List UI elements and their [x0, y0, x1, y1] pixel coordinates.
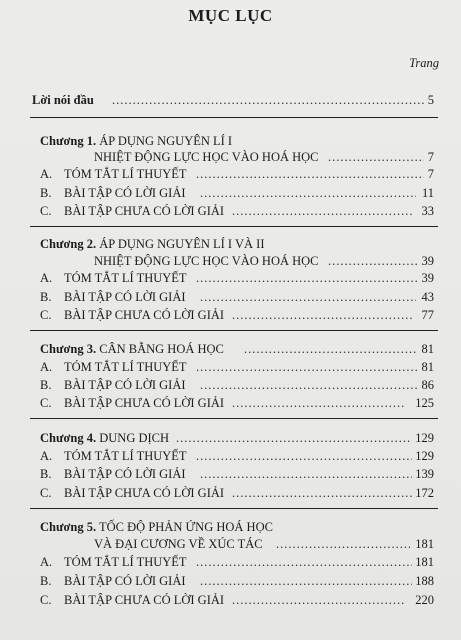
- chapter-heading: [0, 519, 461, 535]
- toc-page-number: 86: [421, 378, 434, 392]
- divider: [30, 226, 438, 227]
- chapter-title-line2: VÀ ĐẠI CƯƠNG VỀ XÚC TÁC: [94, 537, 263, 551]
- chapter-title: TỐC ĐỘ PHẢN ỨNG HOÁ HỌC: [99, 520, 273, 534]
- toc-page-number: 39: [421, 271, 434, 285]
- toc-section: [0, 377, 461, 393]
- section-letter: C.: [40, 593, 52, 607]
- toc-section: [0, 203, 461, 219]
- toc-page-number: 181: [415, 555, 434, 569]
- section-label: TÓM TẮT LÍ THUYẾT: [64, 360, 187, 374]
- leader-dots: [196, 448, 412, 464]
- section-label: BÀI TẬP CÓ LỜI GIẢI: [64, 186, 186, 200]
- section-label: BÀI TẬP CHƯA CÓ LỜI GIẢI: [64, 486, 225, 500]
- chapter-title: DUNG DỊCH: [99, 431, 170, 445]
- leader-dots: [328, 149, 424, 165]
- leader-dots: [200, 289, 416, 305]
- chapter-heading-line2: [0, 253, 461, 269]
- toc-page-number: 220: [415, 593, 434, 607]
- divider: [30, 117, 438, 118]
- divider: [30, 330, 438, 331]
- section-label: TÓM TẮT LÍ THUYẾT: [64, 271, 187, 285]
- toc-section: [0, 573, 461, 589]
- section-letter: A.: [40, 449, 53, 463]
- toc-page-number: 39: [421, 254, 434, 268]
- leader-dots: [200, 573, 412, 589]
- chapter-heading: [0, 341, 461, 357]
- toc-page-number: 181: [415, 537, 434, 551]
- leader-dots: [196, 359, 418, 375]
- toc-page-number: 7: [427, 150, 434, 164]
- section-letter: B.: [40, 186, 52, 200]
- chapter-prefix: Chương 5.: [40, 520, 97, 534]
- toc-page-number: 172: [415, 486, 434, 500]
- toc-section: [0, 554, 461, 570]
- toc-page-number: 33: [421, 204, 434, 218]
- toc-page-number: 188: [415, 574, 434, 588]
- section-label: BÀI TẬP CHƯA CÓ LỜI GIẢI: [64, 204, 225, 218]
- toc-page-number: 129: [415, 449, 434, 463]
- toc-section: [0, 466, 461, 482]
- divider: [30, 418, 438, 419]
- toc-page-number: 11: [421, 186, 434, 200]
- toc-section: [0, 359, 461, 375]
- leader-dots: [328, 253, 418, 269]
- page-title: MỤC LỤC: [188, 6, 273, 25]
- leader-dots: [232, 307, 412, 323]
- section-letter: C.: [40, 308, 52, 322]
- toc-entry-preface: [0, 92, 461, 108]
- section-label: BÀI TẬP CHƯA CÓ LỜI GIẢI: [64, 308, 225, 322]
- leader-dots: [176, 430, 412, 446]
- leader-dots: [232, 203, 412, 219]
- toc-page-number: 43: [421, 290, 434, 304]
- toc-page-number: 125: [415, 396, 434, 410]
- section-letter: A.: [40, 167, 53, 181]
- toc-section: [0, 592, 461, 608]
- section-label: TÓM TẮT LÍ THUYẾT: [64, 555, 187, 569]
- chapter-heading-line2: [0, 149, 461, 165]
- leader-dots: [196, 270, 418, 286]
- toc-section: [0, 448, 461, 464]
- section-letter: A.: [40, 271, 53, 285]
- section-label: BÀI TẬP CÓ LỜI GIẢI: [64, 467, 186, 481]
- section-letter: B.: [40, 467, 52, 481]
- section-label: TÓM TẮT LÍ THUYẾT: [64, 167, 187, 181]
- section-label: BÀI TẬP CÓ LỜI GIẢI: [64, 290, 186, 304]
- leader-dots: [196, 554, 412, 570]
- section-letter: B.: [40, 290, 52, 304]
- leader-dots: [244, 341, 418, 357]
- section-label: TÓM TẮT LÍ THUYẾT: [64, 449, 187, 463]
- section-letter: A.: [40, 555, 53, 569]
- leader-dots: [200, 466, 412, 482]
- toc-section: [0, 289, 461, 305]
- toc-page-number: 129: [415, 431, 434, 445]
- chapter-title-line2: NHIỆT ĐỘNG LỰC HỌC VÀO HOÁ HỌC: [94, 150, 319, 164]
- section-letter: C.: [40, 486, 52, 500]
- chapter-heading: [0, 236, 461, 252]
- leader-dots: [200, 377, 418, 393]
- section-label: BÀI TẬP CHƯA CÓ LỜI GIẢI: [64, 593, 225, 607]
- toc-section: [0, 395, 461, 411]
- leader-dots: [112, 92, 424, 108]
- divider: [30, 508, 438, 509]
- section-label: BÀI TẬP CHƯA CÓ LỜI GIẢI: [64, 396, 225, 410]
- toc-page-number: 5: [427, 93, 434, 107]
- toc-section: [0, 270, 461, 286]
- chapter-prefix: Chương 1.: [40, 134, 97, 148]
- toc-section: [0, 166, 461, 182]
- leader-dots: [196, 166, 424, 182]
- toc-section: [0, 185, 461, 201]
- section-label: BÀI TẬP CÓ LỜI GIẢI: [64, 378, 186, 392]
- chapter-prefix: Chương 2.: [40, 237, 97, 251]
- leader-dots: [232, 592, 406, 608]
- toc-page-number: 7: [427, 167, 434, 181]
- toc-page-number: 139: [415, 467, 434, 481]
- toc-section: [0, 307, 461, 323]
- chapter-title: ÁP DỤNG NGUYÊN LÍ I VÀ II: [99, 237, 265, 251]
- chapter-prefix: Chương 3.: [40, 342, 97, 356]
- leader-dots: [232, 395, 406, 411]
- toc-page-number: 81: [421, 342, 434, 356]
- chapter-title-line2: NHIỆT ĐỘNG LỰC HỌC VÀO HOÁ HỌC: [94, 254, 319, 268]
- section-label: BÀI TẬP CÓ LỜI GIẢI: [64, 574, 186, 588]
- toc-page-number: 81: [421, 360, 434, 374]
- chapter-heading-line2: [0, 536, 461, 552]
- toc-page-number: 77: [421, 308, 434, 322]
- chapter-heading: [0, 133, 461, 149]
- toc-entry-label: Lời nói đầu: [32, 93, 94, 107]
- page-column-label: Trang: [409, 56, 439, 70]
- section-letter: B.: [40, 574, 52, 588]
- section-letter: C.: [40, 204, 52, 218]
- chapter-title: CÂN BẰNG HOÁ HỌC: [99, 342, 224, 356]
- chapter-title: ÁP DỤNG NGUYÊN LÍ I: [99, 134, 233, 148]
- section-letter: B.: [40, 378, 52, 392]
- section-letter: A.: [40, 360, 53, 374]
- chapter-heading: [0, 430, 461, 446]
- leader-dots: [200, 185, 416, 201]
- leader-dots: [276, 536, 410, 552]
- leader-dots: [232, 485, 412, 501]
- chapter-prefix: Chương 4.: [40, 431, 97, 445]
- toc-section: [0, 485, 461, 501]
- section-letter: C.: [40, 396, 52, 410]
